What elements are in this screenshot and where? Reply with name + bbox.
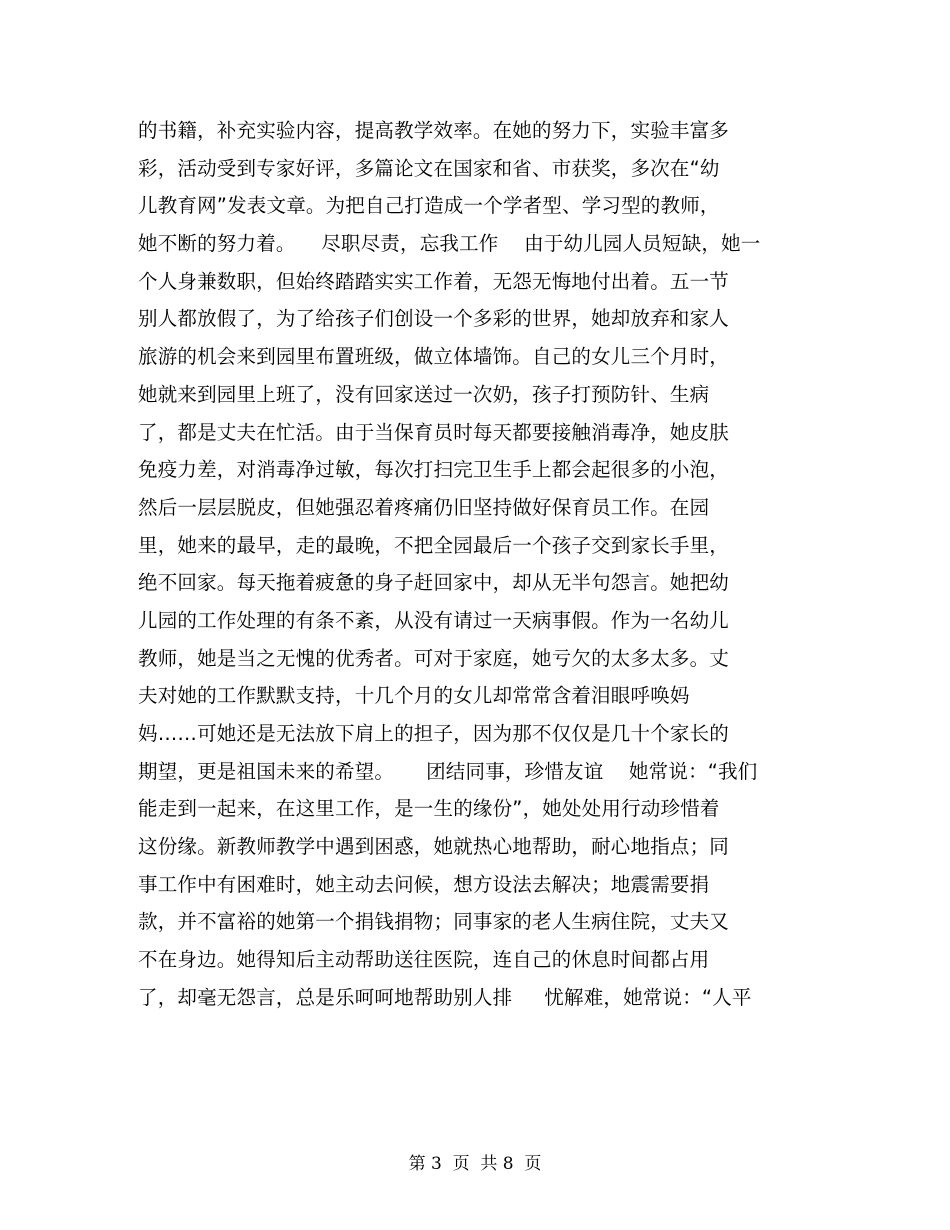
text-line: 免疫力差，对消毒净过敏，每次打扫完卫生手上都会起很多的小泡， [138,458,730,482]
text-line: 儿教育网”发表文章。为把自己打造成一个学者型、学习型的教师， [138,194,720,218]
text-line: 彩，活动受到专家好评，多篇论文在国家和省、市获奖，多次在“幼 [138,156,720,180]
text-line: 的书籍，补充实验内容，提高教学效率。在她的努力下，实验丰富多 [138,119,730,142]
body-text [138,112,798,1017]
text-line: 夫对她的工作默默支持，十几个月的女儿却常常含着泪眼呼唤妈 [138,684,690,708]
text-line: 不在身边。她得知后主动帮助送往医院，连自己的休息时间都占用 [138,948,710,972]
text-line: 这份缘。新教师教学中遇到困惑，她就热心地帮助，耐心地指点；同 [138,835,730,859]
text-line: 教师，她是当之无愧的优秀者。可对于家庭，她亏欠的太多太多。丈 [138,646,730,670]
page-number: 第 3 页 共 8 页 [408,1154,542,1174]
text-line: 她就来到园里上班了，没有回家送过一次奶，孩子打预防针、生病 [138,382,710,406]
text-line: 儿园的工作处理的有条不紊，从没有请过一天病事假。作为一名幼儿 [138,608,730,632]
text-line: 款，并不富裕的她第一个捐钱捐物；同事家的老人生病住院，丈夫又 [138,910,730,934]
text-line: 了，却毫无怨言，总是乐呵呵地帮助别人排 忧解难，她常说：“人平 [138,985,752,1009]
text-line: 个人身兼数职，但始终踏踏实实工作着，无怨无悔地付出着。五一节 [138,269,730,293]
text-line: 期望，更是祖国未来的希望。 团结同事，珍惜友谊 她常说：“我们 [138,759,758,783]
text-line: 事工作中有困难时，她主动去问候，想方设法去解决；地震需要捐 [138,872,710,896]
text-line: 妈……可她还是无法放下肩上的担子，因为那不仅仅是几十个家长的 [138,722,730,745]
text-line: 然后一层层脱皮，但她强忍着疼痛仍旧坚持做好保育员工作。在园 [138,495,710,519]
text-line: 旅游的机会来到园里布置班级，做立体墙饰。自己的女儿三个月时， [138,345,730,369]
text-line: 了，都是丈夫在忙活。由于当保育员时每天都要接触消毒净，她皮肤 [138,420,730,444]
text-line: 能走到一起来，在这里工作，是一生的缘份”，她处处用行动珍惜着 [138,797,720,821]
text-line: 里，她来的最早，走的最晚，不把全园最后一个孩子交到家长手里， [138,533,730,557]
text-line: 绝不回家。每天拖着疲惫的身子赶回家中，却从无半句怨言。她把幼 [138,571,730,595]
text-line: 别人都放假了，为了给孩子们创设一个多彩的世界，她却放弃和家人 [138,307,730,331]
text-line: 她不断的努力着。 尽职尽责，忘我工作 由于幼儿园人员短缺，她一 [138,232,761,256]
